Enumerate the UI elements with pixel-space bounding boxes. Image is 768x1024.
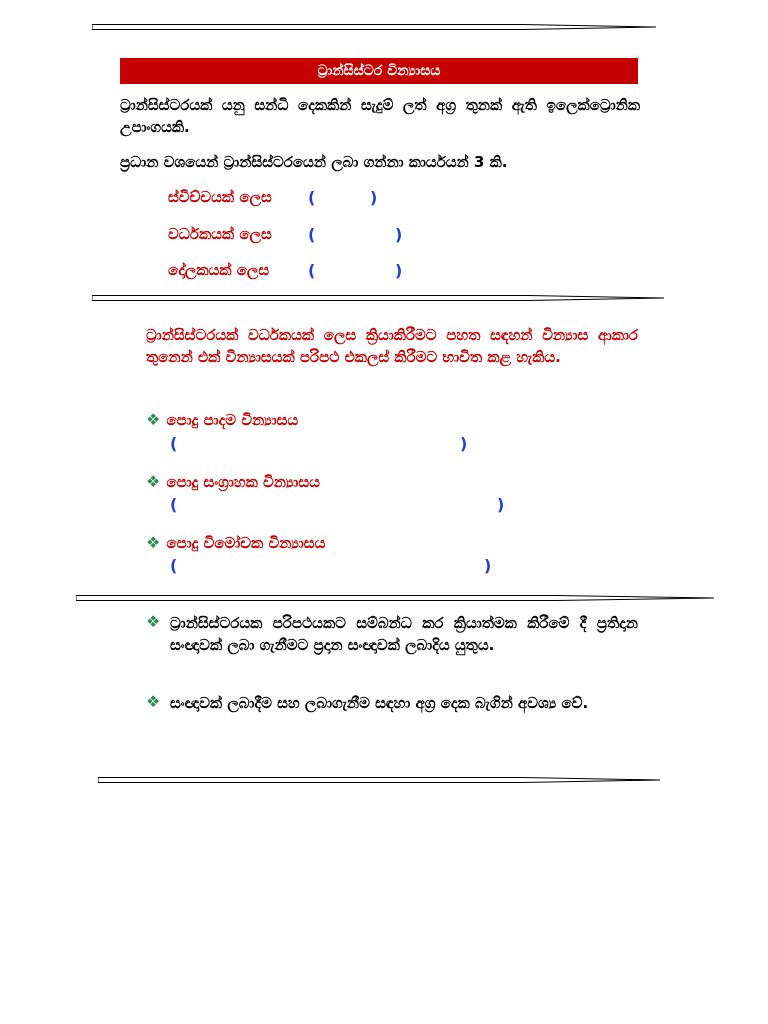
divider-arrow-3 xyxy=(76,593,716,603)
config-item-common-base xyxy=(146,410,298,429)
bullet-icon: ❖ xyxy=(146,692,161,711)
blank-open-paren: ( xyxy=(308,225,316,244)
note-text: ට්‍රාන්සිස්ටරයක පරිපථයකට සම්බන්ධ කර ක්‍රියාත්මක කිරීමේ දී ප්‍රතිදාන සංඥාවක් ලබා ගැනීමට ප්‍රදාන සංඥාවක් ලබාදිය යුතුය. xyxy=(170,614,638,654)
divider-arrow-1 xyxy=(92,22,658,32)
blank-close-paren: ) xyxy=(370,188,378,207)
note-item-2 xyxy=(146,692,638,714)
blank-close-paren: ) xyxy=(484,556,492,575)
function-item-switch xyxy=(168,188,272,206)
divider-arrow-4 xyxy=(98,775,662,785)
blank-open-paren: ( xyxy=(308,188,316,207)
config-item-common-collector xyxy=(146,472,320,491)
function-label: දෝලකයක් ලෙස xyxy=(168,261,270,279)
blank-close-paren: ) xyxy=(395,225,403,244)
function-label: ස්විච්චයක් ලෙස xyxy=(168,188,272,206)
definition-paragraph: ට්‍රාන්සිස්ටරයක් යනු සන්ධි දෙකකින් සැදුම් ලත් අග්‍ර තුනක් ඇති ඉලෙක්ට්‍රොනික උපාංගයකි. xyxy=(120,96,640,136)
divider-arrow-2 xyxy=(92,293,666,303)
blank-open-paren: ( xyxy=(170,495,178,514)
functions-heading: ප්‍රධාන වශයෙන් ට්‍රාන්සිස්ටරයෙන් ලබා ගන්නා කාර්යයන් 3 කි. xyxy=(120,153,508,171)
config-label: පොදු සංග්‍රාහක වින්‍යාසය xyxy=(166,473,320,491)
bullet-icon: ❖ xyxy=(146,533,161,552)
config-item-common-emitter xyxy=(146,533,325,552)
function-item-oscillator xyxy=(168,261,269,279)
blank-open-paren: ( xyxy=(308,261,316,280)
blank-open-paren: ( xyxy=(170,434,178,453)
function-item-amplifier xyxy=(168,225,272,243)
bullet-icon: ❖ xyxy=(146,410,161,429)
blank-close-paren: ) xyxy=(395,261,403,280)
blank-open-paren: ( xyxy=(170,556,178,575)
bullet-icon: ❖ xyxy=(146,612,161,631)
note-item-1 xyxy=(146,612,638,656)
amplifier-paragraph: ට්‍රාන්සිස්ටරයක් වර්ධකයක් ලෙස ක්‍රියාකිරීමට පහත සඳහන් වින්‍යාස ආකාර තුනෙන් එක් වින්‍යාසයක් පරිපථ එකලස් කිරීමට භාවිත කළ හැකිය. xyxy=(146,326,638,366)
page-title: ට්‍රාන්සිස්ටර වින්‍යාසය xyxy=(120,58,638,84)
note-text: සංඥාවක් ලබාදීම සහ ලබාගැනීම සඳහා අග්‍ර දෙක බැගින් අවශ්‍ය වේ. xyxy=(170,694,589,712)
blank-close-paren: ) xyxy=(497,495,505,514)
blank-close-paren: ) xyxy=(460,434,468,453)
config-label: පොදු විමෝචක වින්‍යාසය xyxy=(166,534,326,552)
function-label: වර්ධකයක් ලෙස xyxy=(168,225,272,243)
config-label: පොදු පාදම වින්‍යාසය xyxy=(166,411,299,429)
bullet-icon: ❖ xyxy=(146,472,161,491)
